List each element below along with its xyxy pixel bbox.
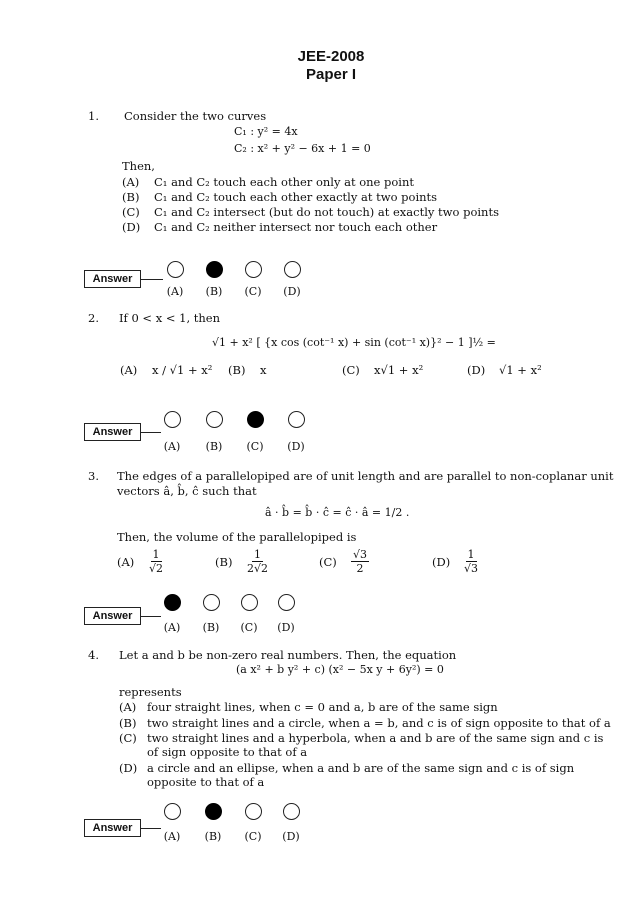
answer-label-1: Answer bbox=[84, 270, 141, 288]
question-3-option-b: (B) $\frac{1}{2√2}$ bbox=[215, 548, 269, 575]
answer-2-label-b: (B) bbox=[205, 440, 223, 453]
question-3-option-d: (D) $\frac{1}{√3}$ bbox=[432, 548, 479, 575]
question-3-then: Then, the volume of the parallelopiped is bbox=[117, 530, 357, 544]
answer-3-label-d: (D) bbox=[277, 621, 295, 634]
question-1-option-c: (C) C₁ and C₂ intersect (but do not touch) at exactly two points bbox=[122, 205, 499, 219]
question-4-represents: represents bbox=[119, 685, 182, 699]
answer-1-bubble-c[interactable] bbox=[245, 261, 262, 278]
answer-2-label-d: (D) bbox=[287, 440, 305, 453]
answer-3-bubble-d[interactable] bbox=[278, 594, 295, 611]
question-1-then: Then, bbox=[122, 159, 155, 173]
question-2-option-b: (B) x bbox=[228, 363, 267, 377]
answer-2-label-c: (C) bbox=[246, 440, 264, 453]
answer-1-label-d: (D) bbox=[283, 285, 301, 298]
answer-2-bubble-c[interactable] bbox=[247, 411, 264, 428]
answer-label-2: Answer bbox=[84, 423, 141, 441]
answer-connector-4 bbox=[141, 828, 161, 829]
answer-4-label-b: (B) bbox=[204, 830, 222, 843]
question-1-stem: Consider the two curves bbox=[124, 109, 267, 123]
question-3-stem-line2: vectors â, b̂, ĉ such that bbox=[117, 484, 257, 498]
question-1-option-d: (D) C₁ and C₂ neither intersect nor touch each other bbox=[122, 220, 438, 234]
question-4-option-d-cont: opposite to that of a bbox=[147, 775, 265, 789]
question-1-eq2: C₂ : x² + y² − 6x + 1 = 0 bbox=[234, 142, 371, 155]
question-2-option-c: (C) x√1 + x² bbox=[342, 363, 424, 377]
question-4-option-d: (D) a circle and an ellipse, when a and b are of the same sign and c is of sign bbox=[119, 761, 575, 775]
answer-label-4: Answer bbox=[84, 819, 141, 837]
answer-2-bubble-a[interactable] bbox=[164, 411, 181, 428]
answer-4-bubble-a[interactable] bbox=[164, 803, 181, 820]
question-2-option-d: (D) √1 + x² bbox=[467, 363, 542, 377]
question-1-eq1: C₁ : y² = 4x bbox=[234, 125, 298, 138]
answer-4-bubble-c[interactable] bbox=[245, 803, 262, 820]
answer-2-bubble-d[interactable] bbox=[288, 411, 305, 428]
answer-connector-2 bbox=[141, 432, 161, 433]
question-2-option-a: (A) x / √1 + x² bbox=[120, 363, 213, 377]
question-2-stem: If 0 < x < 1, then bbox=[119, 311, 221, 325]
answer-4-bubble-d[interactable] bbox=[283, 803, 300, 820]
question-3-option-c: (C) $\frac{√3}{2}$ bbox=[319, 548, 368, 575]
answer-2-bubble-b[interactable] bbox=[206, 411, 223, 428]
question-3-option-a: (A) $\frac{1}{√2}$ bbox=[117, 548, 164, 575]
answer-3-label-b: (B) bbox=[202, 621, 220, 634]
answer-3-label-a: (A) bbox=[163, 621, 181, 634]
question-4-option-b: (B) two straight lines and a circle, when a = b, and c is of sign opposite to that of a bbox=[119, 716, 611, 730]
answer-1-bubble-a[interactable] bbox=[167, 261, 184, 278]
question-4-option-c-cont: of sign opposite to that of a bbox=[147, 745, 308, 759]
question-4-option-a: (A) four straight lines, when c = 0 and a, b are of the same sign bbox=[119, 700, 498, 714]
question-4-stem: Let a and b be non-zero real numbers. Then, the equation bbox=[119, 648, 457, 662]
question-3-stem-line1: The edges of a parallelopiped are of unit length and are parallel to non-coplanar unit bbox=[117, 469, 614, 483]
answer-2-label-a: (A) bbox=[163, 440, 181, 453]
question-4-expression: (a x² + b y² + c) (x² − 5x y + 6y²) = 0 bbox=[236, 663, 444, 676]
question-4-number: 4. bbox=[88, 648, 99, 662]
answer-3-bubble-b[interactable] bbox=[203, 594, 220, 611]
question-3-expression: â · b̂ = b̂ · ĉ = ĉ · â = 1/2 . bbox=[265, 506, 410, 519]
question-4-option-c: (C) two straight lines and a hyperbola, when a and b are of the same sign and c is bbox=[119, 731, 604, 745]
answer-1-bubble-b[interactable] bbox=[206, 261, 223, 278]
exam-title: JEE-2008 bbox=[297, 48, 365, 65]
paper-title: Paper I bbox=[305, 66, 357, 83]
question-1-option-b: (B) C₁ and C₂ touch each other exactly at two points bbox=[122, 190, 438, 204]
answer-3-label-c: (C) bbox=[240, 621, 258, 634]
question-3-number: 3. bbox=[88, 469, 99, 483]
answer-1-label-c: (C) bbox=[244, 285, 262, 298]
question-1-option-a: (A) C₁ and C₂ touch each other only at one point bbox=[122, 175, 415, 189]
answer-1-label-a: (A) bbox=[166, 285, 184, 298]
answer-4-label-d: (D) bbox=[282, 830, 300, 843]
answer-3-bubble-a[interactable] bbox=[164, 594, 181, 611]
question-2-number: 2. bbox=[88, 311, 99, 325]
answer-4-label-a: (A) bbox=[163, 830, 181, 843]
answer-label-3: Answer bbox=[84, 607, 141, 625]
answer-4-bubble-b[interactable] bbox=[205, 803, 222, 820]
question-1-number: 1. bbox=[88, 109, 99, 123]
answer-connector-1 bbox=[141, 279, 163, 280]
answer-connector-3 bbox=[141, 616, 161, 617]
question-2-expression: √1 + x² [ {x cos (cot⁻¹ x) + sin (cot⁻¹ x)}² − 1 ]½ = bbox=[212, 336, 496, 349]
answer-3-bubble-c[interactable] bbox=[241, 594, 258, 611]
answer-4-label-c: (C) bbox=[244, 830, 262, 843]
answer-1-bubble-d[interactable] bbox=[284, 261, 301, 278]
answer-1-label-b: (B) bbox=[205, 285, 223, 298]
